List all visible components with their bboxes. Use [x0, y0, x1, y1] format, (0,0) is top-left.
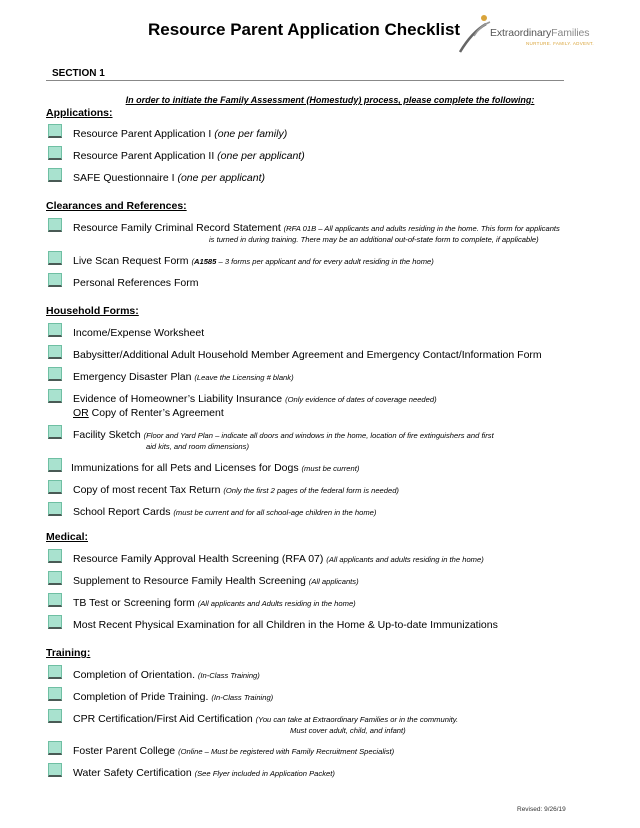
item-label: SAFE Questionnaire I [73, 172, 178, 184]
item-label: Income/Expense Worksheet [73, 327, 205, 339]
checkbox[interactable] [48, 741, 62, 755]
item-label: Water Safety Certification [73, 767, 195, 779]
checkbox[interactable] [48, 146, 62, 160]
checkbox[interactable] [48, 709, 62, 723]
item-note: (must be current and for all school-age children in the home) [173, 508, 377, 517]
or-label: OR [73, 407, 89, 419]
item-label: Supplement to Resource Family Health Screening [73, 575, 309, 587]
item-note: (In-Class Training) [197, 671, 260, 680]
item-label: Completion of Pride Training. [73, 691, 212, 703]
checkbox[interactable] [48, 502, 62, 516]
heading-applications: Applications: [46, 107, 113, 119]
item-label: Evidence of Homeowner’s Liability Insurance [73, 393, 286, 405]
revision-date: Revised: 9/26/19 [517, 806, 566, 813]
item-label-alt: Copy of Renter’s Agreement [88, 407, 224, 419]
heading-household: Household Forms: [46, 305, 139, 317]
item-note: (Leave the Licensing # blank) [194, 373, 294, 382]
item-note-continued: is turned in during training. There may be an additional out-of-state form to complete, if applicable) [209, 235, 539, 244]
checkbox[interactable] [48, 251, 62, 265]
heading-clearances: Clearances and References: [46, 200, 187, 212]
item-note: (All applicants) [308, 577, 359, 586]
item-note: (All applicants and Adults residing in the home) [197, 599, 356, 608]
checkbox[interactable] [48, 458, 62, 472]
item-note-continued: aid kits, and room dimensions) [146, 442, 249, 451]
item-note: (one per family) [214, 128, 288, 140]
logo [456, 12, 606, 56]
checkbox[interactable] [48, 549, 62, 563]
checkbox[interactable] [48, 571, 62, 585]
item-label: Resource Parent Application I [73, 128, 215, 140]
form-code: A1585 [194, 257, 217, 266]
item-note: (one per applicant) [177, 172, 266, 184]
item-note: (Only evidence of dates of coverage needed) [285, 395, 437, 404]
item-label: Immunizations for all Pets and Licenses for Dogs [71, 462, 302, 474]
heading-medical: Medical: [46, 531, 89, 543]
checkbox[interactable] [48, 273, 62, 287]
item-label: Resource Family Criminal Record Statement [73, 222, 284, 234]
item-note: (RFA 01B – All applicants and adults residing in the home. This form for applicants [283, 224, 560, 233]
item-note: (All applicants and adults residing in the home) [326, 555, 484, 564]
checkbox[interactable] [48, 593, 62, 607]
item-label: Completion of Orientation. [73, 669, 198, 681]
checkbox[interactable] [48, 345, 62, 359]
checkbox[interactable] [48, 425, 62, 439]
section-label: SECTION 1 [52, 68, 105, 79]
item-note: (one per applicant) [217, 150, 305, 162]
checkbox[interactable] [48, 323, 62, 337]
item-label: Resource Parent Application II [73, 150, 218, 162]
item-note: (Floor and Yard Plan – indicate all doors and windows in the home, location of fire extinguishers and first [143, 431, 494, 440]
item-label: School Report Cards [73, 506, 174, 518]
checkbox[interactable] [48, 480, 62, 494]
item-note: – 3 forms per applicant and for every adult residing in the home) [216, 257, 434, 266]
item-label: Emergency Disaster Plan [73, 371, 195, 383]
logo-tagline: NURTURE. FAMILY. ADVENT. [526, 41, 594, 46]
item-note: (must be current) [301, 464, 360, 473]
item-label: Foster Parent College [73, 745, 179, 757]
checkbox[interactable] [48, 218, 62, 232]
item-label: Personal References Form [73, 277, 199, 289]
checkbox[interactable] [48, 124, 62, 138]
item-note: (See Flyer included in Application Packet) [194, 769, 335, 778]
item-note-continued: Must cover adult, child, and infant) [290, 726, 406, 735]
item-label: TB Test or Screening form [73, 597, 198, 609]
checkbox[interactable] [48, 687, 62, 701]
checkbox[interactable] [48, 367, 62, 381]
item-label: Live Scan Request Form [73, 255, 192, 267]
item-note: (You can take at Extraordinary Families or in the community. [255, 715, 459, 724]
checkbox[interactable] [48, 665, 62, 679]
intro-instruction: In order to initiate the Family Assessment (Homestudy) process, please complete the following: [125, 95, 535, 105]
item-label: Most Recent Physical Examination for all Children in the Home & Up-to-date Immunizations [73, 619, 498, 631]
item-label: Facility Sketch [73, 429, 144, 441]
section-divider [46, 80, 564, 81]
item-label: Babysitter/Additional Adult Household Member Agreement and Emergency Contact/Information Form [73, 349, 542, 361]
checkbox[interactable] [48, 389, 62, 403]
logo-wordmark: ExtraordinaryFamilies [490, 27, 590, 39]
item-label: Copy of most recent Tax Return [73, 484, 224, 496]
item-note: (In-Class Training) [211, 693, 274, 702]
checkbox[interactable] [48, 763, 62, 777]
page-title: Resource Parent Application Checklist [148, 20, 461, 39]
item-label: CPR Certification/First Aid Certification [73, 713, 256, 725]
heading-training: Training: [46, 647, 91, 659]
item-label: Resource Family Approval Health Screening (RFA 07) [73, 553, 327, 565]
checkbox[interactable] [48, 615, 62, 629]
item-note: (Online – Must be registered with Family Recruitment Specialist) [178, 747, 395, 756]
item-note: (Only the first 2 pages of the federal form is needed) [223, 486, 399, 495]
item-note-open: ( [191, 257, 194, 266]
checkbox[interactable] [48, 168, 62, 182]
